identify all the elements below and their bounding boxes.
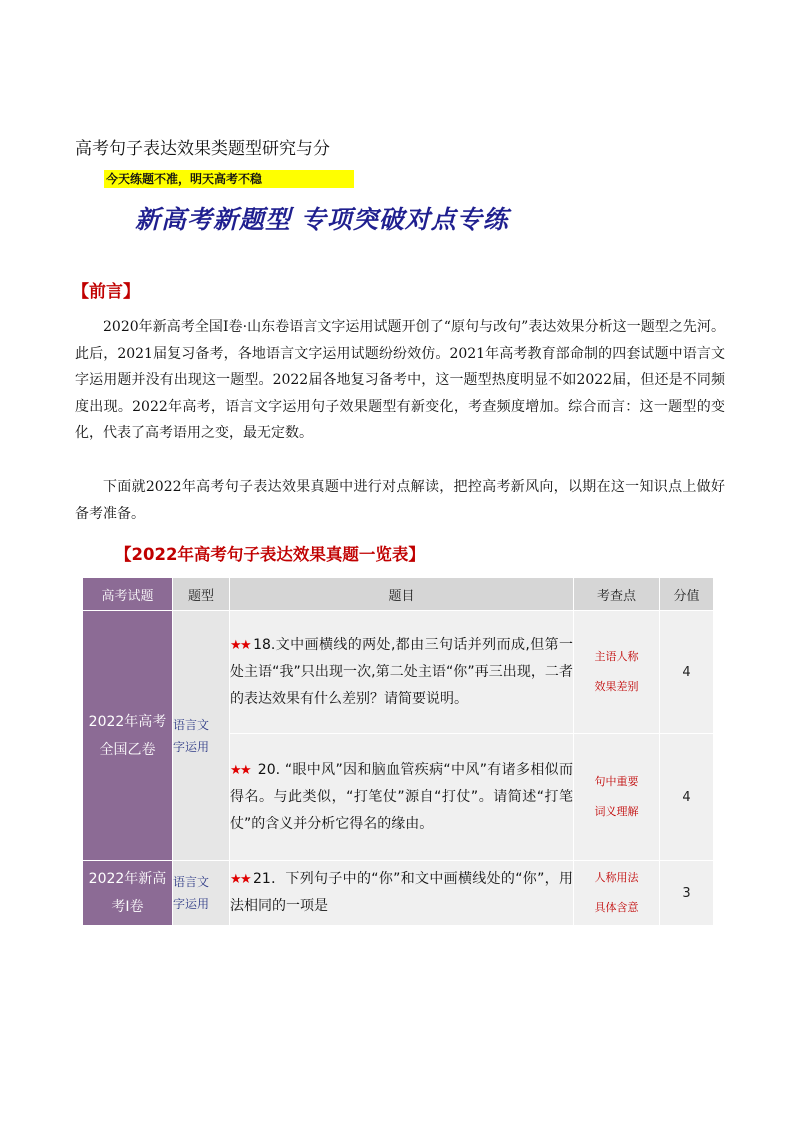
header-score: 分值 — [660, 578, 714, 611]
document-title: 高考句子表达效果类题型研究与分 — [75, 139, 330, 159]
exam-label-line: 全国乙卷 — [99, 741, 156, 758]
question-text: 18.文中画横线的两处,都由三句话并列而成,但第一处主语“我”只出现一次,第二处主语“你”再三出现，二者的表达效果有什么差别？请简要说明。 — [230, 636, 573, 707]
header-point: 考查点 — [574, 578, 660, 611]
table-title: 【2022年高考句子表达效果真题一览表】 — [115, 545, 425, 564]
difficulty-stars-icon: ★★ — [230, 762, 250, 778]
difficulty-stars-icon: ★★ — [230, 872, 250, 887]
exam-cell — [83, 861, 173, 926]
question-cell — [230, 734, 574, 861]
point-cell — [574, 734, 660, 861]
question-text: 20. “眼中风”因和脑血管疾病“中风”有诸多相似而得名。与此类似，“打笔仗”源自“打仗”。请简述“打笔仗”的含义并分析它得名的缘由。 — [230, 761, 573, 832]
question-cell — [230, 611, 574, 734]
point-label-line: 具体含意 — [594, 901, 639, 914]
point-label-line: 人称用法 — [594, 871, 639, 884]
exam-label-line: 2022年高考 — [88, 713, 167, 730]
header-type: 题型 — [173, 578, 230, 611]
point-label-line: 词义理解 — [594, 805, 639, 818]
type-label-line: 语言文 — [173, 875, 210, 889]
slogan-highlight: 今天练题不准，明天高考不稳 — [104, 170, 354, 188]
exam-cell — [83, 611, 173, 861]
score-cell: 4 — [660, 611, 714, 734]
type-cell — [173, 611, 230, 861]
point-cell — [574, 861, 660, 926]
point-label-line: 句中重要 — [594, 775, 639, 788]
difficulty-stars-icon: ★★ — [230, 637, 251, 653]
point-label-line: 主语人称 — [594, 650, 639, 663]
exam-label-line: 考Ⅰ卷 — [111, 899, 144, 915]
exam-table — [82, 577, 714, 926]
type-label-line: 字运用 — [173, 897, 210, 911]
preface-paragraph-2: 下面就2022年高考句子表达效果真题中进行对点解读，把控高考新风向，以期在这一知识点上做好备考准备。 — [75, 479, 725, 522]
table-row — [83, 861, 714, 926]
header-question: 题目 — [230, 578, 574, 611]
question-text: 21．下列句子中的“你”和文中画横线处的“你”，用法相同的一项是 — [230, 871, 573, 914]
preface-heading: 【前言】 — [72, 282, 140, 302]
point-label-line: 效果差别 — [594, 680, 639, 693]
question-cell — [230, 861, 574, 926]
preface-paragraph-1: 2020年新高考全国Ⅰ卷·山东卷语言文字运用试题开创了“原句与改句”表达效果分析这一题型之先河。此后，2021届复习备考，各地语言文字运用试题纷纷效仿。2021年高考教育部命制的四套试题中语言文字运用题并没有出现这一题型。2022届各地复习备考中，这一题型热度明显不如2022届，但还是不同频度出现。2022年高考，语言文字运用句子效果题型有新变化，考查频度增加。综合而言：这一题型的变化，代表了高考语用之变，最无定数。 — [75, 319, 725, 441]
score-cell: 3 — [660, 861, 714, 926]
exam-label-line: 2022年新高 — [88, 871, 167, 887]
type-label-line: 语言文 — [173, 717, 210, 732]
table-row — [83, 611, 714, 734]
point-cell — [574, 611, 660, 734]
type-label-line: 字运用 — [173, 739, 210, 754]
header-exam: 高考试题 — [83, 578, 173, 611]
type-cell — [173, 861, 230, 926]
table-header-row — [83, 578, 714, 611]
document-subtitle: 新高考新题型 专项突破对点专练 — [135, 205, 509, 234]
score-cell: 4 — [660, 734, 714, 861]
